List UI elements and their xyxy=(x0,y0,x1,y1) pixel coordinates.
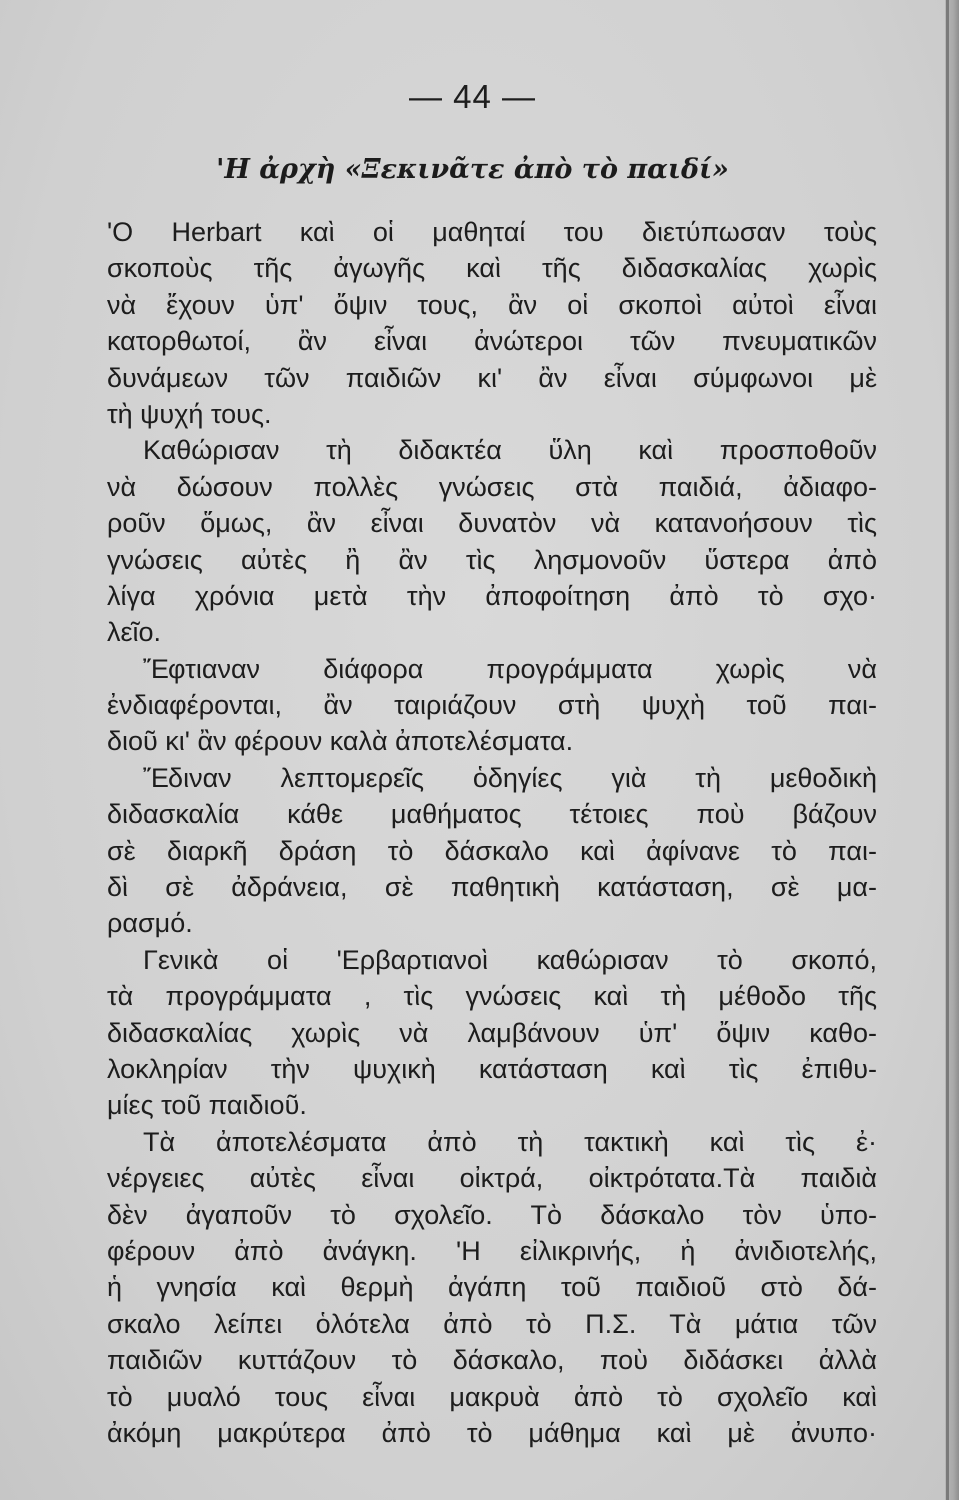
text-line: σὲ διαρκῆ δράση τὸ δάσκαλο καὶ ἀφίνανε τὸ παι- xyxy=(107,835,877,866)
text-line: ἐνδιαφέρονται, ἂν ταιριάζουν στὴ ψυχὴ τοῦ παι- xyxy=(107,690,877,721)
text-line: λίγα χρόνια μετὰ τὴν ἀποφοίτηση ἀπὸ τὸ σχο· xyxy=(107,580,877,611)
text-line: δυνάμεων τῶν παιδιῶν κι' ἂν εἶναι σύμφωνοι μὲ xyxy=(107,362,877,393)
body-text xyxy=(107,214,877,1451)
text-line: διδασκαλίας χωρὶς νὰ λαμβάνουν ὑπ' ὄψιν καθο- xyxy=(107,1017,877,1048)
text-line: νὰ ἔχουν ὑπ' ὄψιν τους, ἂν οἱ σκοποὶ αὐτοὶ εἶναι xyxy=(107,289,877,320)
text-line: νὰ δώσουν πολλὲς γνώσεις στὰ παιδιά, ἀδιαφο- xyxy=(107,471,877,502)
text-line: ροῦν ὅμως, ἂν εἶναι δυνατὸν νὰ κατανοήσουν τὶς xyxy=(107,508,877,539)
text-line: φέρουν ἀπὸ ἀνάγκη. 'Η εἰλικρινής, ἡ ἀνιδιοτελής, xyxy=(107,1235,877,1266)
text-line: ρασμό. xyxy=(107,908,193,939)
text-line: λοκληρίαν τὴν ψυχικὴ κατάσταση καὶ τὶς ἐπιθυ- xyxy=(107,1053,877,1084)
text-line: διδασκαλία κάθε μαθήματος τέτοιες ποὺ βάζουν xyxy=(107,799,877,830)
text-line: ἡ γνησία καὶ θερμὴ ἀγάπη τοῦ παιδιοῦ στὸ δά- xyxy=(107,1272,877,1303)
section-heading: 'Η ἀρχὴ «Ξεκινᾶτε ἀπὸ τὸ παιδί» xyxy=(216,154,729,185)
book-spine-shadow xyxy=(946,0,949,1500)
text-line: 'Ο Herbart καὶ οἱ μαθηταί του διετύπωσαν τοὺς xyxy=(107,217,877,247)
text-line: δὲν ἀγαποῦν τὸ σχολεῖο. Τὸ δάσκαλο τὸν ὑπο- xyxy=(107,1199,877,1230)
text-line: σκαλο λείπει ὁλότελα ἀπὸ τὸ Π.Σ. Τὰ μάτια τῶν xyxy=(107,1308,877,1339)
text-line: τὸ μυαλό τους εἶναι μακρυὰ ἀπὸ τὸ σχολεῖο καὶ xyxy=(107,1381,877,1412)
text-line: Τὰ ἀποτελέσματα ἀπὸ τὴ τακτικὴ καὶ τὶς ἐ· xyxy=(143,1126,877,1157)
text-line: Καθώρισαν τὴ διδακτέα ὕλη καὶ προσποθοῦν xyxy=(143,435,877,466)
text-line: γνώσεις αὐτὲς ἢ ἂν τὶς λησμονοῦν ὕστερα ἀπὸ xyxy=(107,544,877,575)
text-line: διοῦ κι' ἂν φέρουν καλὰ ἀποτελέσματα. xyxy=(107,726,574,757)
text-line: δὶ σὲ ἀδράνεια, σὲ παθητικὴ κατάσταση, σὲ μα- xyxy=(107,872,877,903)
text-line: ἀκόμη μακρύτερα ἀπὸ τὸ μάθημα καὶ μὲ ἀνυπο· xyxy=(107,1417,877,1448)
text-line: λεῖο. xyxy=(107,617,162,648)
text-line: Ἔδιναν λεπτομερεῖς ὁδηγίες γιὰ τὴ μεθοδικὴ xyxy=(143,762,877,793)
text-line: σκοποὺς τῆς ἀγωγῆς καὶ τῆς διδασκαλίας χωρὶς xyxy=(107,253,877,284)
page-number: — 44 — xyxy=(408,78,537,115)
text-line: κατορθωτοί, ἂν εἶναι ἀνώτεροι τῶν πνευματικῶν xyxy=(107,326,877,357)
text-line: τὴ ψυχή τους. xyxy=(107,398,272,429)
text-line: νέργειες αὐτὲς εἶναι οἰκτρά, οἰκτρότατα.Τὰ παιδιὰ xyxy=(107,1163,877,1194)
text-line: μίες τοῦ παιδιοῦ. xyxy=(107,1090,307,1121)
text-line: Γενικὰ οἱ 'Ερβαρτιανοὶ καθώρισαν τὸ σκοπό, xyxy=(143,944,877,975)
text-line: τὰ προγράμματα , τὶς γνώσεις καὶ τὴ μέθοδο τῆς xyxy=(107,981,877,1012)
text-line: Ἔφτιαναν διάφορα προγράμματα χωρὶς νὰ xyxy=(143,653,877,684)
text-line: παιδιῶν κυττάζουν τὸ δάσκαλο, ποὺ διδάσκει ἀλλὰ xyxy=(107,1345,877,1376)
